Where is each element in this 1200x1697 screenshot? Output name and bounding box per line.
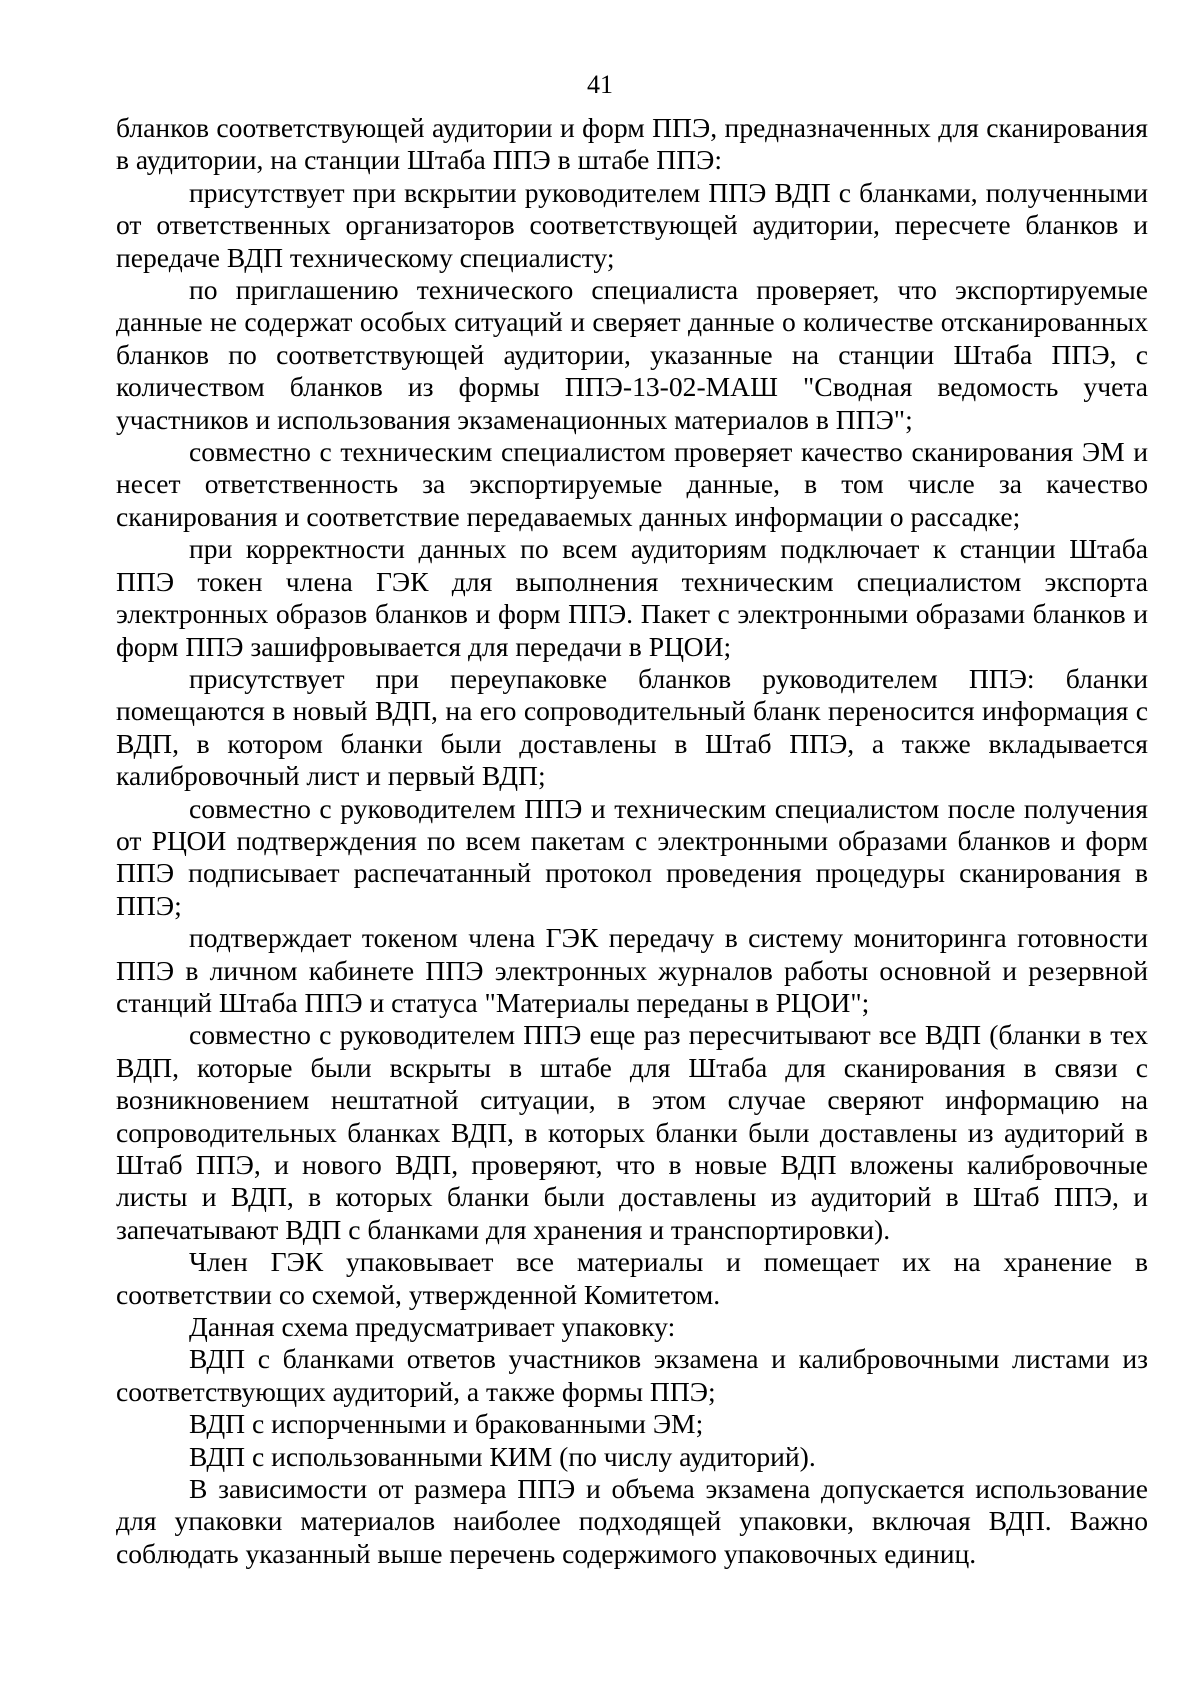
paragraph: В зависимости от размера ППЭ и объема экзамена допускается использование для упаковки материалов наиболее подходящей упаковки, включая ВДП. Важно соблюдать указанный выше перечень содержимого упаковочных единиц. [116,1473,1148,1569]
paragraph: совместно с руководителем ППЭ и техническим специалистом после получения от РЦОИ подтверждения по всем пакетам с электронными образами бланков и форм ППЭ подписывает распечатанный протокол проведения процедуры сканирования в ППЭ; [116,792,1148,921]
paragraph: при корректности данных по всем аудиториям подключает к станции Штаба ППЭ токен члена ГЭК для выполнения техническим специалистом экспорта электронных образов бланков и форм ППЭ. Пакет с электронными образами бланков и форм ППЭ зашифровывается для передачи в РЦОИ; [116,533,1148,662]
paragraph: присутствует при вскрытии руководителем ППЭ ВДП с бланками, полученными от ответственных организаторов соответствующей аудитории, пересчете бланков и передаче ВДП техническому специалисту; [116,176,1148,273]
paragraph: совместно с руководителем ППЭ еще раз пересчитывают все ВДП (бланки в тех ВДП, которые были вскрыты в штабе для Штаба для сканирования в связи с возникновением нештатной ситуации, в этом случае сверяют информацию на сопроводительных бланках ВДП, в которых бланки были доставлены из аудиторий в Штаб ППЭ, и нового ВДП, проверяют, что в новые ВДП вложены калибровочные листы и ВДП, в которых бланки были доставлены из аудиторий в Штаб ППЭ, и запечатывают ВДП с бланками для хранения и транспортировки). [116,1019,1148,1245]
paragraph: по приглашению технического специалиста проверяет, что экспортируемые данные не содержат особых ситуаций и сверяет данные о количестве отсканированных бланков по соответствующей аудитории, указанные на станции Штаба ППЭ, с количеством бланков из формы ППЭ-13-02-МАШ "Сводная ведомость учета участников и использования экзаменационных материалов в ППЭ"; [116,274,1148,435]
paragraph: совместно с техническим специалистом проверяет качество сканирования ЭМ и несет ответственность за экспортируемые данные, в том числе за качество сканирования и соответствие передаваемых данных информации о рассадке; [116,436,1148,532]
document-body [116,112,1148,1570]
paragraph: Данная схема предусматривает упаковку: [189,1311,676,1343]
paragraph: бланков соответствующей аудитории и форм ППЭ, предназначенных для сканирования в аудитории, на станции Штаба ППЭ в штабе ППЭ: [116,112,1148,176]
paragraph: подтверждает токеном члена ГЭК передачу в систему мониторинга готовности ППЭ в личном кабинете ППЭ электронных журналов работы основной и резервной станций Штаба ППЭ и статуса "Материалы переданы в РЦОИ"; [116,922,1148,1018]
page-number: 41 [587,70,613,99]
paragraph: присутствует при переупаковке бланков руководителем ППЭ: бланки помещаются в новый ВДП, на его сопроводительный бланк переносится информация с ВДП, в котором бланки были доставлены в Штаб ППЭ, а также вкладывается калибровочный лист и первый ВДП; [116,662,1148,792]
paragraph: ВДП с испорченными и бракованными ЭМ; [189,1408,704,1440]
paragraph: ВДП с использованными КИМ (по числу аудиторий). [189,1440,816,1472]
paragraph: ВДП с бланками ответов участников экзамена и калибровочными листами из соответствующих аудиторий, а также формы ППЭ; [116,1343,1148,1407]
paragraph: Член ГЭК упаковывает все материалы и помещает их на хранение в соответствии со схемой, утвержденной Комитетом. [116,1246,1148,1310]
